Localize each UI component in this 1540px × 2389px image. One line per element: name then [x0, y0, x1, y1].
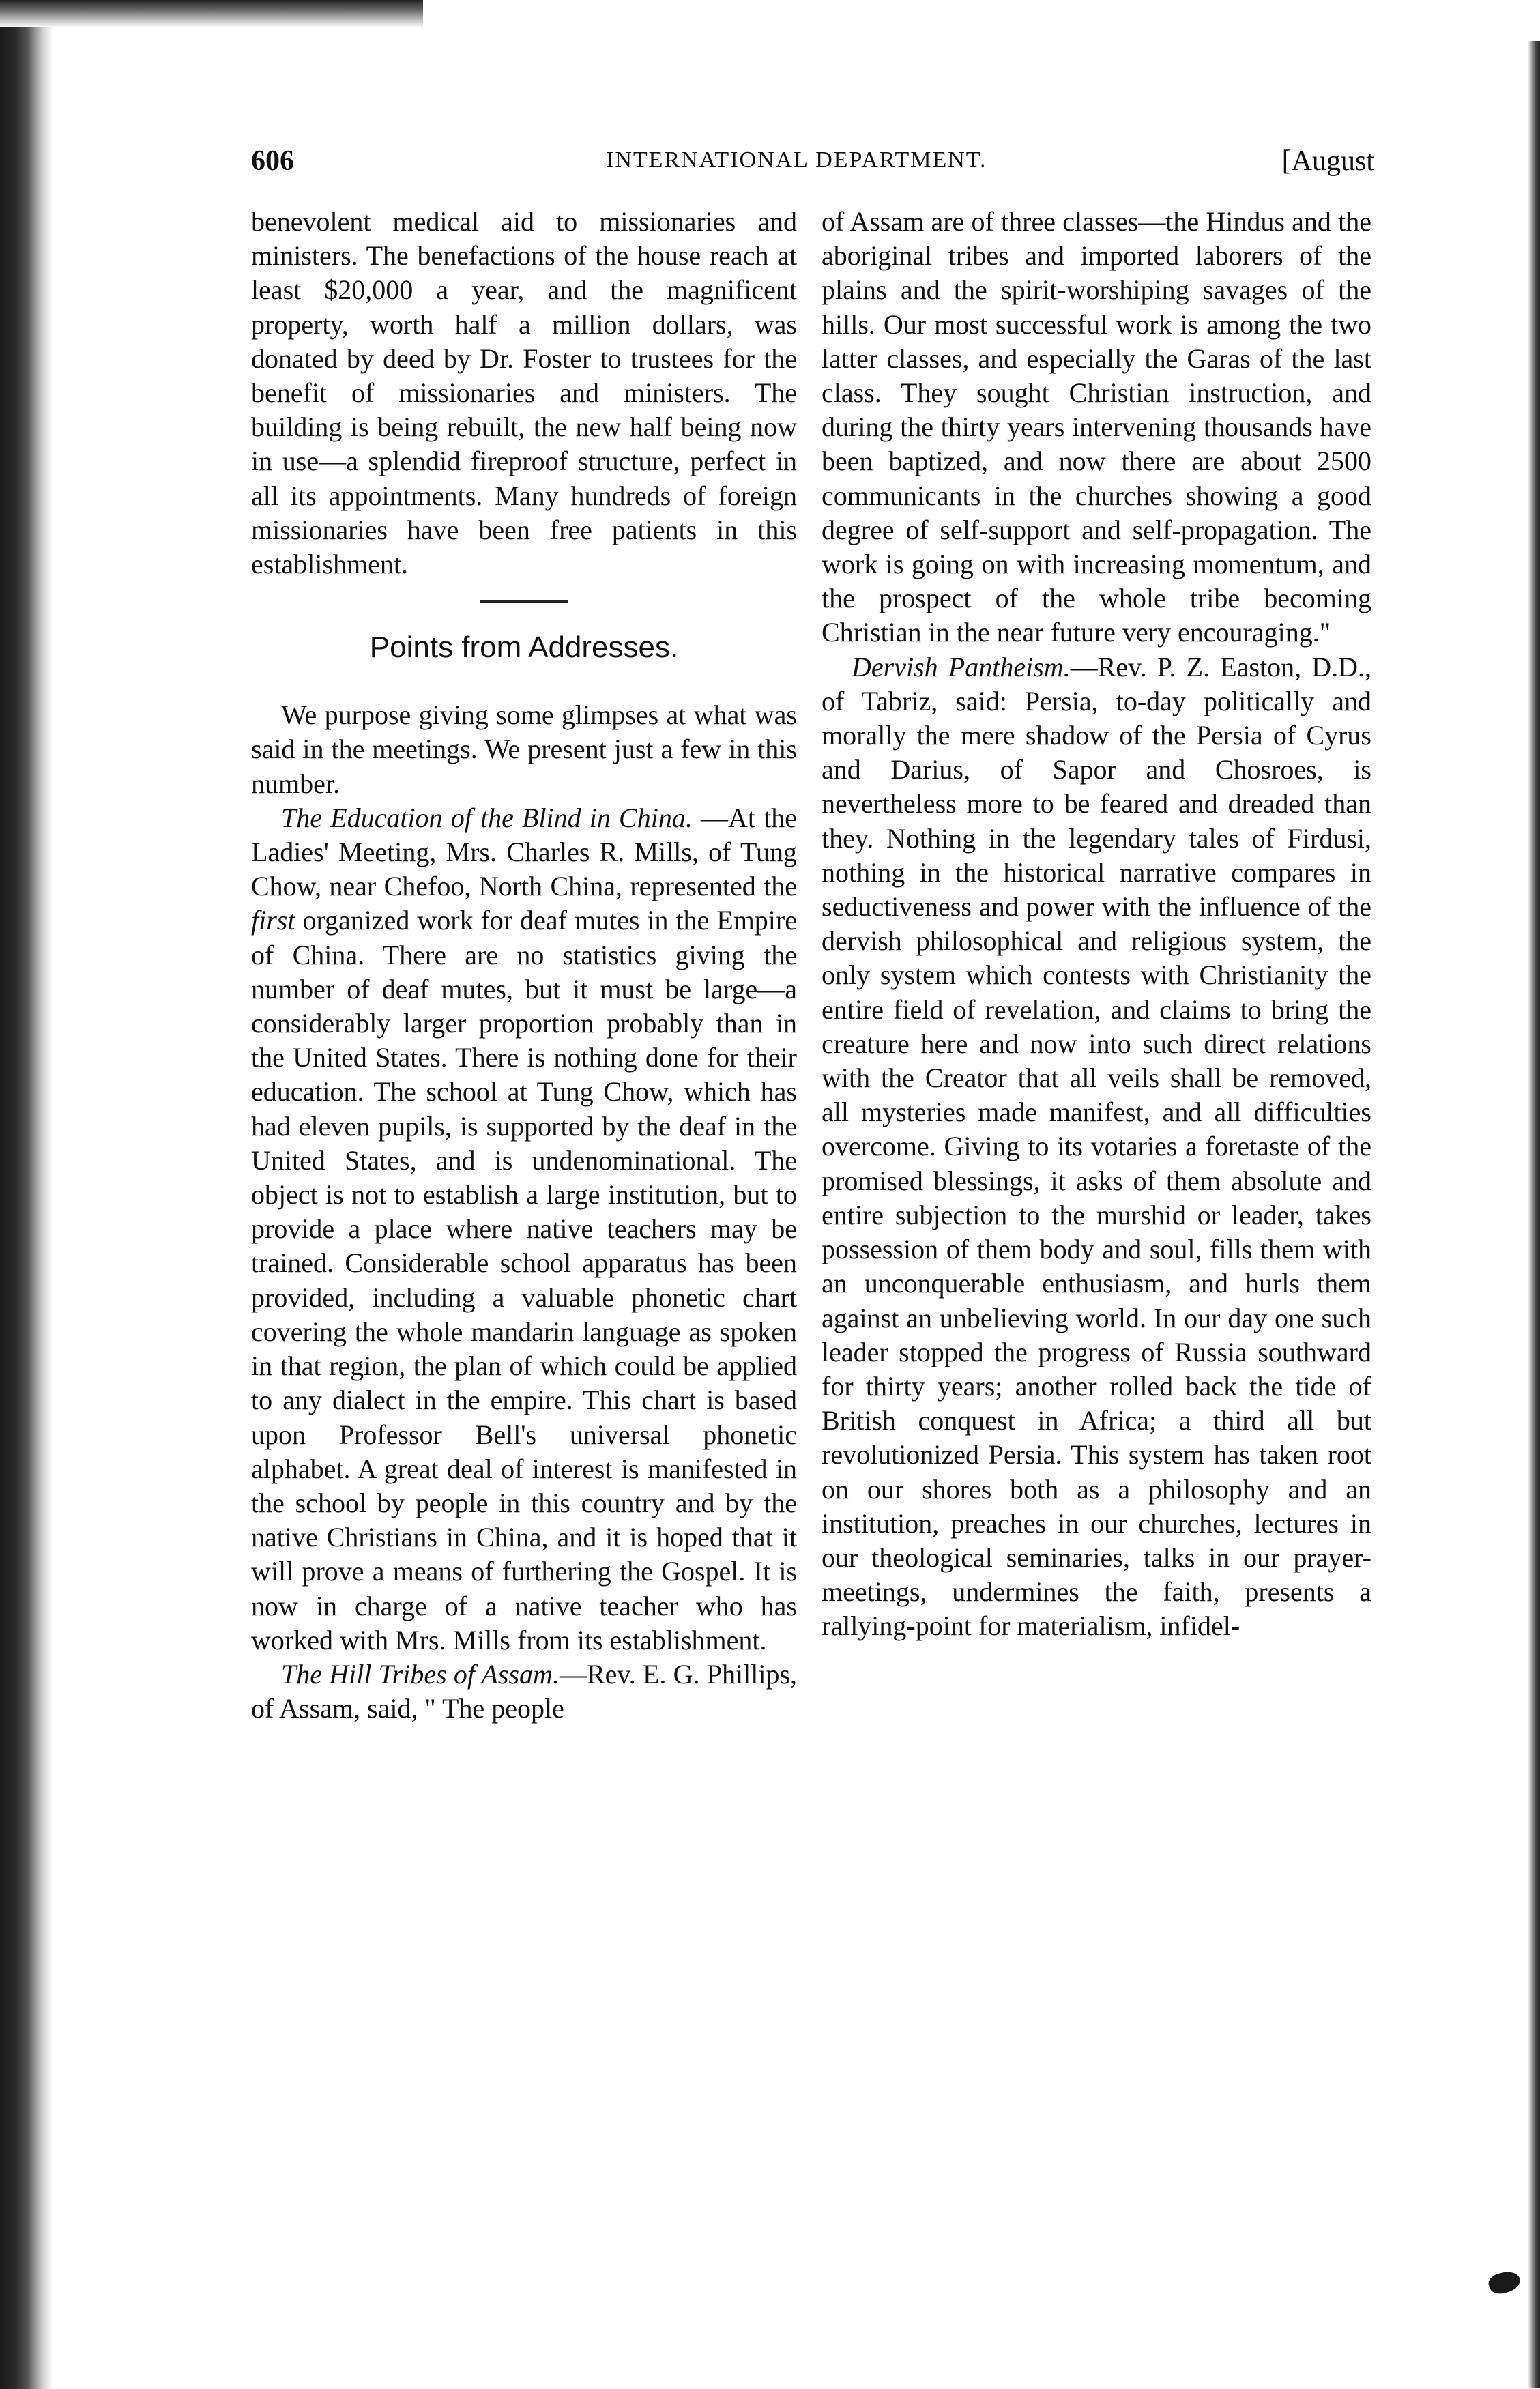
left-paragraph-1: benevolent medical aid to missionaries and ministers. The benefactions of the house reach at least $20,000 a year, and the magnificent property, worth half a million dollars, was donated by deed by Dr. Foster to trustees for the benefit of missionaries and ministers. The building is being rebuilt, the new half being now in use—a splendid fireproof structure, perfect in all its appointments. Many hundreds of foreign missionaries have been free patients in this establishment. — [251, 206, 797, 580]
left-column — [251, 205, 797, 1726]
scan-edge-right — [1528, 41, 1540, 2388]
subhead-dervish-pantheism: Dervish Pantheism. — [852, 651, 1071, 682]
left-paragraph-2: We purpose giving some glimpses at what was said in the meetings. We present just a few in this number. — [251, 699, 797, 799]
running-head: INTERNATIONAL DEPARTMENT. — [606, 147, 987, 173]
right-paragraph-2 — [822, 650, 1371, 1644]
right-paragraph-1: of Assam are of three classes—the Hindus and the aboriginal tribes and imported laborers of the plains and the spirit-worshiping savages of the hills. Our most successful work is among the two latter classes, and especially the Garas of the last class. They sought Christian instruction, and during the thirty years intervening thousands have been baptized, and now there are about 2500 communicants in the churches showing a good degree of self-support and self-propagation. The work is going on with increasing momentum, and the prospect of the whole tribe becoming Christian in the near future very encouraging." — [822, 206, 1371, 648]
left-paragraph-4 — [251, 1657, 797, 1726]
section-divider — [480, 600, 568, 603]
left-paragraph-4-text: —Rev. E. G. Phillips, of Assam, said, " The people — [251, 1658, 798, 1724]
left-paragraph-3 — [251, 801, 797, 1657]
section-heading: Points from Addresses. — [369, 631, 679, 665]
emphasis-first: first — [251, 905, 295, 936]
right-paragraph-2-text: —Rev. P. Z. Easton, D.D., of Tabriz, said: Persia, to-day politically and morally the mere shadow of the Persia of Cyrus and Darius, of Sapor and Chosroes, is nevertheless more to be feared and dreaded than they. Nothing in the legendary tales of Firdusi, nothing in the historical narrative compares in seductiveness and power with the influence of the dervish philosophical and religious system, the only system which contests with Christianity the entire field of revelation, and claims to bring the creature here and now into such direct relations with the Creator that all veils shall be removed, all mysteries made manifest, and all difficulties overcome. Giving to its votaries a foretaste of the promised blessings, it asks of them absolute and entire subjection to the murshid or leader, takes possession of them body and soul, fills them with an unconquerable enthusiasm, and hurls them against an unbelieving world. In our day one such leader stopped the progress of Russia southward for thirty years; another rolled back the tide of British conquest in Africa; a third all but revolutionized Persia. This system has taken root on our shores both as a philosophy and an institution, preaches in our churches, lectures in our theological seminaries, talks in our prayer-meetings, undermines the faith, presents a rallying-point for materialism, infidel- — [822, 651, 1371, 1642]
left-paragraph-3-part2: organized work for deaf mutes in the Empire of China. There are no statistics giving the number of deaf mutes, but it must be large—a considerably larger proportion probably than in the United States. There is nothing done for their education. The school at Tung Chow, which has had eleven pupils, is supported by the deaf in the United States, and is undenominational. The object is not to establish a large institution, but to provide a place where native teachers may be trained. Considerable school apparatus has been provided, including a valuable phonetic chart covering the whole mandarin language as spoken in that region, the plan of which could be applied to any dialect in the empire. This chart is based upon Professor Bell's universal phonetic alphabet. A great deal of interest is manifested in the school by people in this country and by the native Christians in China, and it is hoped that it will prove a means of furthering the Gospel. It is now in charge of a native teacher who has worked with Mrs. Mills from its establishment. — [251, 905, 797, 1655]
scan-ink-blot — [1486, 2268, 1522, 2298]
page-header — [251, 145, 1374, 186]
header-month: [August — [1281, 145, 1374, 177]
subhead-blind-china: The Education of the Blind in China. — [281, 802, 693, 833]
subhead-hill-tribes: The Hill Tribes of Assam. — [281, 1658, 560, 1690]
right-column — [822, 205, 1371, 1644]
scan-edge-left — [0, 0, 53, 2389]
left-paragraph-3-part1: —At the Ladies' Meeting, Mrs. Charles R. Mills, of Tung Chow, near Chefoo, North China, represented the — [251, 802, 797, 902]
page-number: 606 — [251, 145, 294, 177]
scan-edge-top — [0, 0, 423, 27]
